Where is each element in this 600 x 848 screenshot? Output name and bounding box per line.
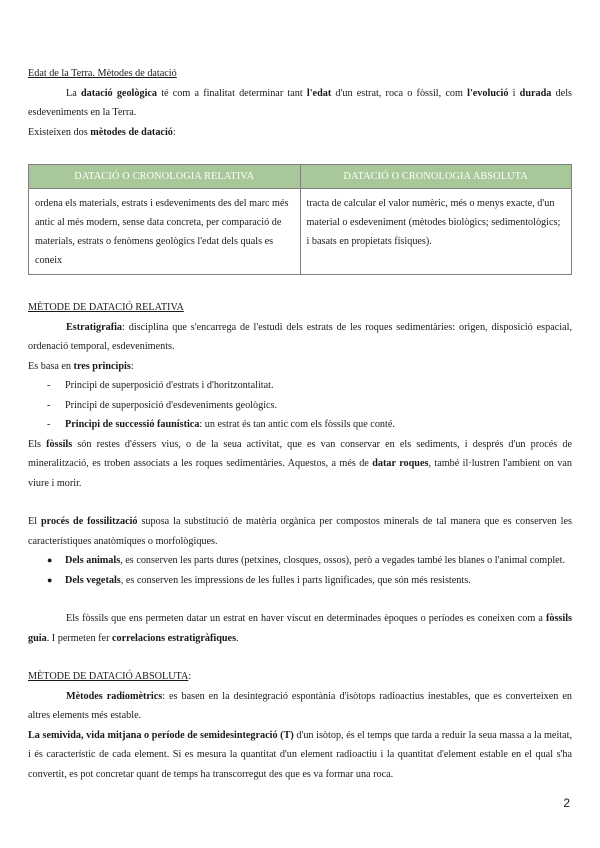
stratigraphy-paragraph: Estratigrafia: disciplina que s'encarrega de l'estudi dels estrats de les roques sedimentàries: origen, disposició espacial, ordenació temporal, esdeveniments. [28,321,572,352]
table-header-absolute: DATACIÓ O CRONOLOGIA ABSOLUTA [300,165,572,189]
list-item: - Principi de superposició d'estrats i d'horitzontalitat. [47,380,274,391]
list-item: ● Dels vegetals, es conserven les impressions de les fulles i parts lignificades, que són més resistents. [28,571,572,591]
radiometric-paragraph: Mètodes radiomètrics: es basen en la desintegració espontània d'isòtops radioactius inestables, que es converteixen en altres elements més estable. [28,690,572,721]
half-life-paragraph: La semivida, vida mitjana o període de semidesintegració (T) d'un isòtop, és el temps que tarda a reduir la seua massa a la meitat, i és característic de cada element. Si es mesura la quantitat d'un element radioactiu i la quantitat d'element estable en el qual s'ha convertit, es pot concretar quant de temps ha transcorregut des que es va formar una roca. [28,729,573,780]
table-header-relative: DATACIÓ O CRONOLOGIA RELATIVA [29,165,301,189]
fossilization-paragraph: El procés de fossilització suposa la substitució de matèria orgànica per compostos minerals de tal manera que es conserven les característiques anatòmiques o morfològiques. [28,516,573,547]
intro-paragraph: La datació geològica té com a finalitat determinar tant l'edat d'un estrat, roca o fòssil, com l'evolució i durada dels esdeveniments en la Terra. [28,87,572,118]
fossilization-list [28,551,572,590]
bullet-icon: ● [47,574,53,585]
principles-intro: Es basa en tres principis: [28,360,134,372]
document-page [28,64,572,784]
list-item: ● Dels animals, es conserven les parts dures (petxines, closques, ossos), però a vegades també les blanes o l'animal complet. [28,551,572,571]
guide-fossils-paragraph: Els fòssils que ens permeten datar un estrat en haver viscut en determinades èpoques o períodes es coneixen com a fòssils guia. I permeten fer correlacions estratigràfiques. [28,613,572,644]
relative-heading: MÈTODE DE DATACIÓ RELATIVA [28,302,184,313]
list-item: - Principi de superposició d'esdeveniments geològics. [47,399,278,411]
fossils-paragraph: Els fòssils són restes d'éssers vius, o de la seua activitat, que es van conservar en els sediments, i després d'un procés de mineralització, es troben associats a les roques sedimentàries. Aquestos, a més de datar roques, també il·lustren l'ambient on van viure i morir. [28,438,572,489]
bullet-icon: ● [47,555,53,565]
absolute-heading: MÈTODE DE DATACIÓ ABSOLUTA: [28,671,192,682]
table-cell-relative: ordena els materials, estrats i esdeveniments des del marc més antic al més modern, sense data concreta, per comparació de materials, estrats o fenòmens geològics l'edat dels quals es coneix [29,189,301,275]
list-item: - Principi de successió faunística: un estrat és tan antic com els fòssils que conté. [47,419,395,430]
methods-intro: Existeixen dos mètodes de datació: [28,126,176,138]
page-heading: Edat de la Terra. Mètodes de datació [28,68,177,79]
table-cell-absolute: tracta de calcular el valor numèric, més o menys exacte, d'un material o esdeveniment (mètodes biològics; sedimentològics; i basats en propietats físiques). [300,189,572,275]
dating-methods-table [28,164,572,275]
principles-list [28,376,572,435]
page-number: 2 [563,796,570,810]
